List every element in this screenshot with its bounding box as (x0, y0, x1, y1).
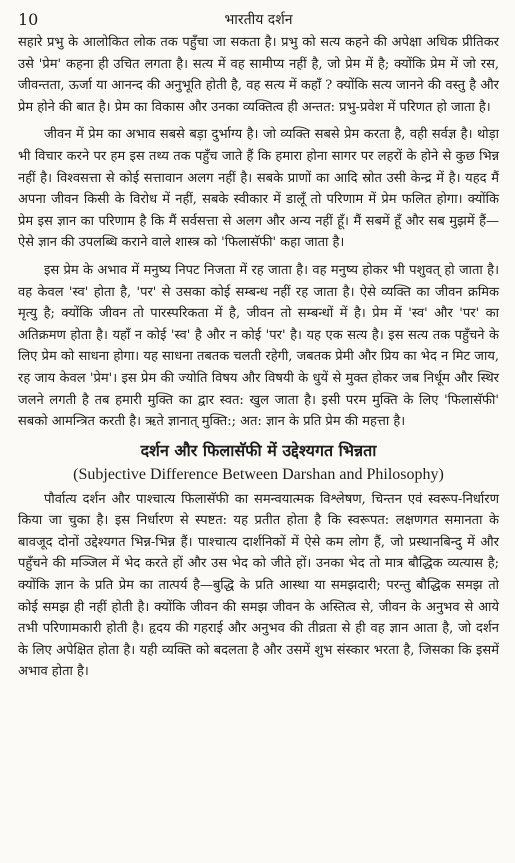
paragraph-3: इस प्रेम के अभाव में मनुष्य निपट निजता में रह जाता है। वह मनुष्य होकर भी पशुवत् हो जाता है। वह केवल 'स्व' होता है, 'पर' से उसका कोई सम्बन्ध नहीं रह जाता है। ऐसे व्यक्ति का जीवन क्रमिक मृत्यु है; क्योंकि जीवन तो पारस्परिकता में है, जीवन तो सम्बन्धों में है। प्रेम में 'स्व' और 'पर' का अतिक्रमण होता है। यहाँ न कोई 'स्व' है और न कोई 'पर' है। यह एक सत्य है। इस सत्य तक पहुँचने के लिए प्रेम को साधना होगा। यह साधना तबतक चलती रहेगी, जबतक प्रेमी और प्रिय का भेद न मिट जाय, रह जाय केवल 'प्रेम'। इस प्रेम की ज्योति विषय और विषयी के धुयें से मुक्त होकर जब निर्धूम और स्थिर जलने लगती है तब हमारी मुक्ति का द्वार स्वत: खुल जाता है। इसी परम मुक्ति के लिए 'फिलासॅफी' सबको आमन्त्रित करती है। ऋते ज्ञानात् मुक्ति:; अत: ज्ञान के प्रति प्रेम की महत्ता है। (18, 262, 499, 430)
section-title: दर्शन और फिलासॅफी में उद्देश्यगत भिन्नता (140, 440, 377, 460)
running-title: भारतीय दर्शन (224, 12, 293, 28)
paragraph-2: जीवन में प्रेम का अभाव सबसे बड़ा दुर्भाग्य है। जो व्यक्ति सबसे प्रेम करता है, वही सर्वज्ञ है। थोड़ा भी विचार करने पर हम इस तथ्य तक पहुँच जाते हैं कि हमारा होना सागर पर लहरों के होने से कुछ भिन्न नहीं है। विश्वसत्ता से कोई सत्तावान अलग नहीं है। सबके प्राणों का आदि स्रोत उसी केन्द्र में है। यहद मैं अपना जीवन किसी के विरोध में नहीं, सबके स्वीकार में डालूँ तो परिणाम में प्रेम फलित होगा। क्योंकि प्रेम इस ज्ञान का परिणाम है कि मैं सर्वसत्ता से अलग और अन्य नहीं हूँ। मैं सबमें हूँ और सब मुझमें हैं—ऐसे ज्ञान की उपलब्धि कराने वाले शास्त्र को 'फिलासॅफी' कहा जाता है। (18, 127, 499, 251)
paragraph-1: सहारे प्रभु के आलोकित लोक तक पहुँचा जा सकता है। प्रभु को सत्य कहने की अपेक्षा अधिक प्रीतिकर उसे 'प्रेम' कहना ही उचित लगता है। सत्य में वह सामीप्य नहीं है, जो प्रेम में है; क्योंकि प्रेम में जो रस, जीवन्तता, ऊर्जा या आनन्द की अनुभूति होती है, वह सत्य में कहाँ ? क्योंकि सत्य जानने की वस्तु है और प्रेम होने की बात है। प्रेम का विकास और उनका व्यक्तित्व ही अन्तत: प्रभु-प्रवेश में परिणत हो जाता है। (18, 35, 499, 115)
section-subtitle: (Subjective Difference Between Darshan and Philosophy) (73, 465, 444, 483)
page-number: 10 (18, 10, 39, 29)
page-header (18, 6, 499, 32)
section-paragraph-1: पौर्वात्य दर्शन और पाश्चात्य फिलासॅफी का समन्वयात्मक विश्लेषण, चिन्तन एवं स्वरूप-निर्धारण किया जा चुका है। इस निर्धारण से स्पष्टत: यह प्रतीत होता है कि स्वरूपत: लक्षणगत समानता के बावजूद दोनों उद्देश्यगत भिन्न-भिन्न हैं। पाश्चात्य दार्शनिकों में ऐसे कम लोग हैं, जो प्रस्थानबिन्दु में और पहुँचने की मञ्जिल में भेद करते हों और उस भेद को जीते हों। उनका भेद तो मात्र बौद्धिक व्यत्यास है; क्योंकि ज्ञान के प्रति प्रेम का तात्पर्य है—बुद्धि के प्रति आस्था या समझदारी; परन्तु बौद्धिक समझ तो कोई समझ ही नहीं होती है। क्योंकि जीवन की समझ जीवन के अस्तित्व से, जीवन के अनुभव से आये तभी परिणामकारी होती है। हृदय की गहराई और अनुभव की तीव्रता से ही वह ज्ञान आता है, जो दर्शन के लिए अपेक्षित होता है। यही व्यक्ति को बदलता है और उसमें शुभ संस्कार भरता है, जिसका कि इसमें अभाव होता है। (18, 491, 499, 680)
